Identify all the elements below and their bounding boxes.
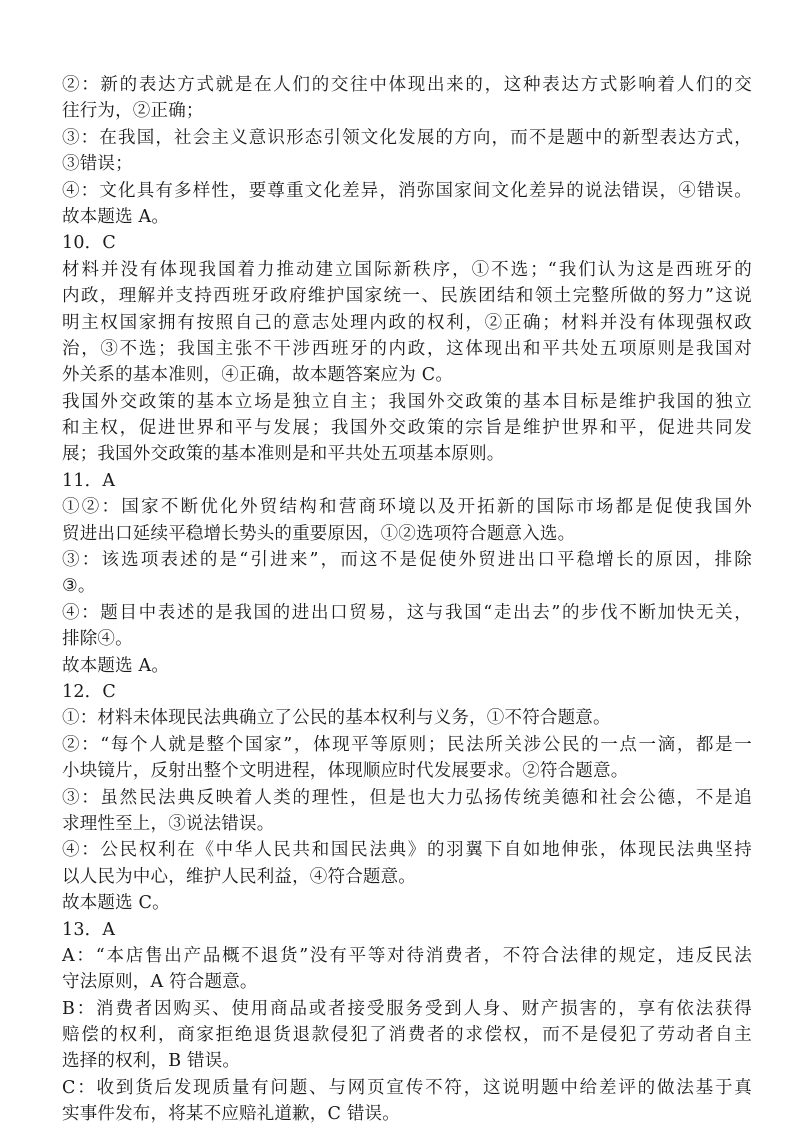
text-line: 求理性至上，③说法错误。: [62, 813, 275, 834]
text-line: ④：公民权利在《中华人民共和国民法典》的羽翼下自如地伸张，体现民法典坚持: [62, 840, 752, 861]
text-line: 外关系的基本准则，④正确，故本题答案应为 C。: [62, 365, 454, 386]
text-line: ④：文化具有多样性，要尊重文化差异，消弥国家间文化差异的说法错误，④错误。: [62, 180, 752, 201]
text-line: ③。: [62, 576, 96, 597]
document-page: [62, 72, 752, 1128]
text-line: 故本题选 A。: [62, 655, 170, 676]
text-line: ①：材料未体现民法典确立了公民的基本权利与义务，①不符合题意。: [62, 708, 611, 729]
text-line: 守法原则，A 符合题意。: [62, 972, 258, 993]
text-line: B：消费者因购买、使用商品或者接受服务受到人身、财产损害的，享有依法获得: [62, 998, 752, 1019]
text-line: 10．C: [62, 233, 116, 254]
text-line: ③：虽然民法典反映着人类的理性，但是也大力弘扬传统美德和社会公德，不是追: [62, 787, 752, 808]
text-line: ②：“每个人就是整个国家”，体现平等原则；民法所关涉公民的一点一滴，都是一: [62, 734, 752, 755]
text-line: 选择的权利，B 错误。: [62, 1051, 241, 1072]
text-line: 故本题选 C。: [62, 893, 170, 914]
text-line: 排除④。: [62, 629, 133, 650]
text-line: 12．C: [62, 681, 116, 702]
text-line: 我国外交政策的基本立场是独立自主；我国外交政策的基本目标是维护我国的独立: [62, 391, 752, 412]
text-line: 和主权，促进世界和平与发展；我国外交政策的宗旨是维护世界和平，促进共同发: [62, 418, 752, 439]
text-line: C：收到货后发现质量有问题、与网页宣传不符，这说明题中给差评的做法基于真: [62, 1077, 752, 1098]
text-line: 赔偿的权利，商家拒绝退货退款侵犯了消费者的求偿权，而不是侵犯了劳动者自主: [62, 1025, 752, 1046]
text-line: A：“本店售出产品概不退货”没有平等对待消费者，不符合法律的规定，违反民法: [62, 945, 752, 966]
text-line: 内政，理解并支持西班牙政府维护国家统一、民族团结和领土完整所做的努力”这说: [62, 286, 752, 307]
text-line: 材料并没有体现我国着力推动建立国际新秩序，①不选；“我们认为这是西班牙的: [62, 259, 752, 280]
text-line: 贸进出口延续平稳增长势头的重要原因，①②选项符合题意入选。: [62, 523, 576, 544]
text-line: 展；我国外交政策的基本准则是和平共处五项基本原则。: [62, 444, 505, 465]
text-line: 以人民为中心，维护人民利益，④符合题意。: [62, 866, 416, 887]
text-line: 实事件发布，将某不应赔礼道歉，C 错误。: [62, 1104, 400, 1125]
text-line: ①②：国家不断优化外贸结构和营商环境以及开拓新的国际市场都是促使我国外: [62, 497, 752, 518]
text-line: 11．A: [62, 470, 116, 491]
text-line: ③：该选项表述的是“引进来”，而这不是促使外贸进出口平稳增长的原因，排除: [62, 550, 752, 571]
text-line: 小块镜片，反射出整个文明进程，体现顺应时代发展要求。②符合题意。: [62, 761, 629, 782]
text-line: 治，③不选；我国主张不干涉西班牙的内政，这体现出和平共处五项原则是我国对: [62, 338, 752, 359]
text-line: ③：在我国，社会主义意识形态引领文化发展的方向，而不是题中的新型表达方式，: [62, 127, 752, 148]
text-line: 明主权国家拥有按照自己的意志处理内政的权利，②正确；材料并没有体现强权政: [62, 312, 752, 333]
text-line: 往行为，②正确；: [62, 101, 204, 122]
text-line: ③错误；: [62, 154, 133, 175]
text-line: 故本题选 A。: [62, 206, 170, 227]
text-line: ②：新的表达方式就是在人们的交往中体现出来的，这种表达方式影响着人们的交: [62, 75, 752, 95]
text-line: 13．A: [62, 919, 116, 940]
text-line: ④：题目中表述的是我国的进出口贸易，这与我国“走出去”的步伐不断加快无关，: [62, 602, 752, 623]
